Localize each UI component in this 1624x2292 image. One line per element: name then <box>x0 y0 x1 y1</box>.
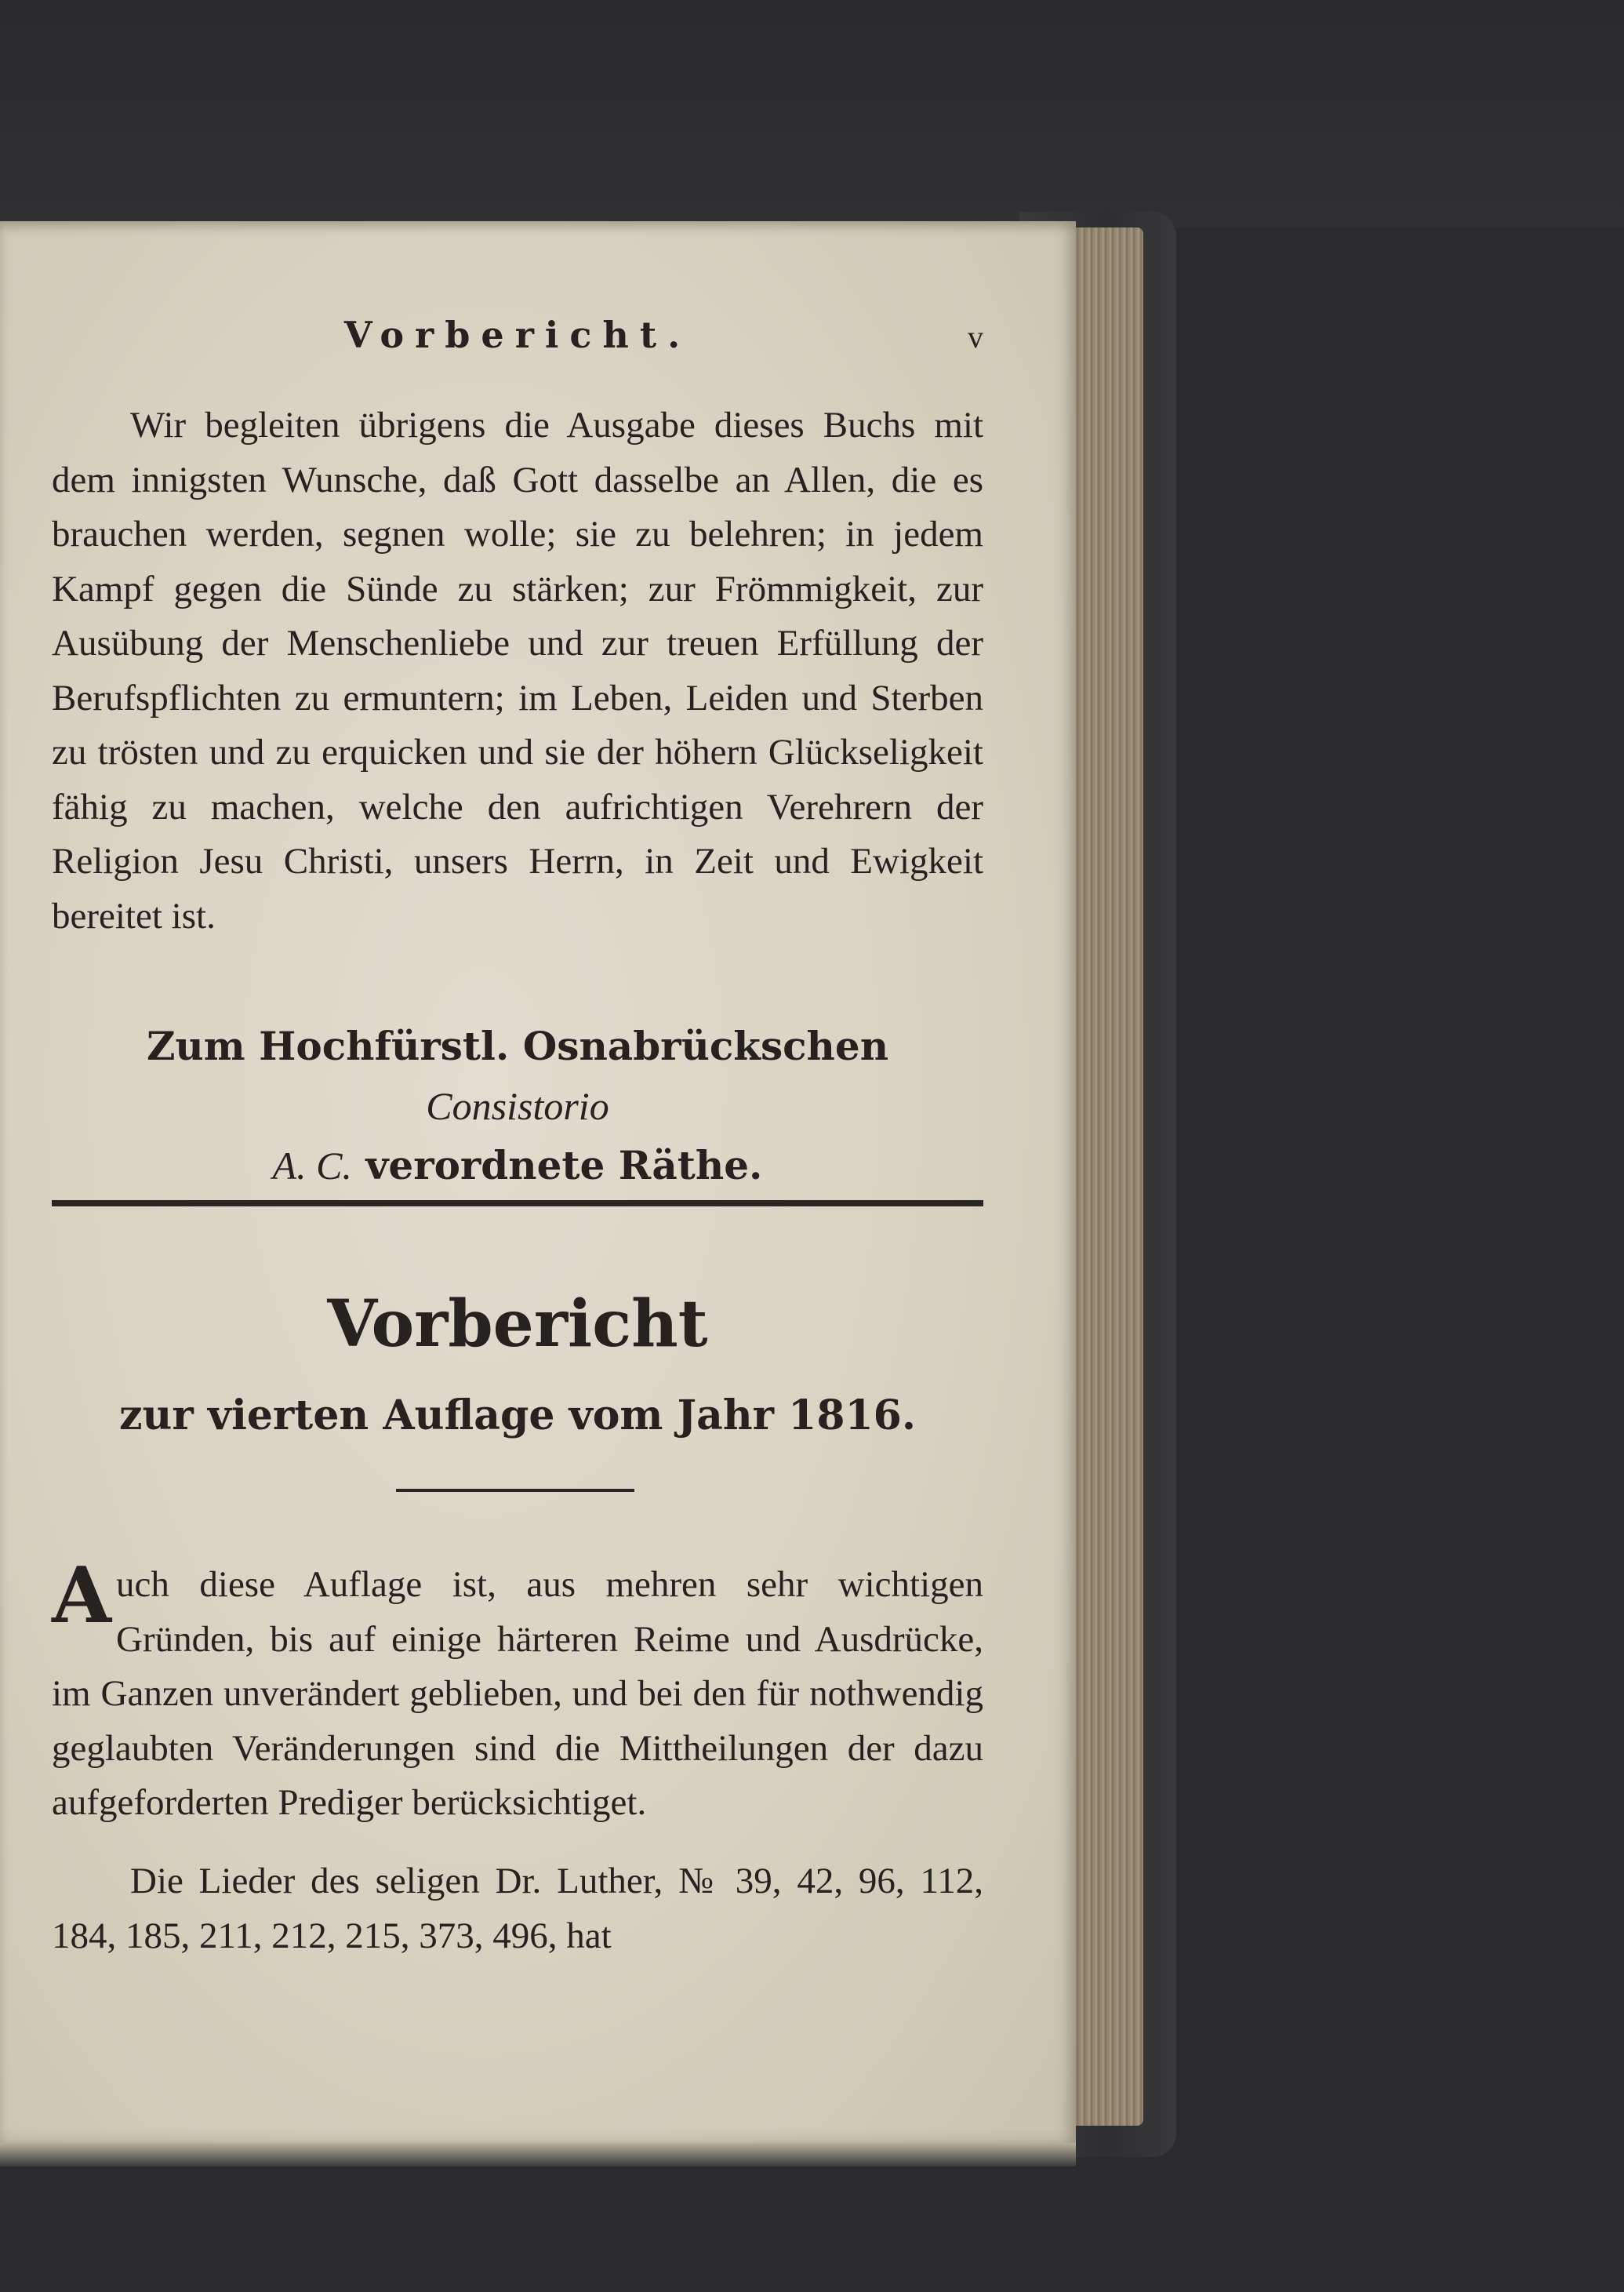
signature-text: verordnete Räthe. <box>365 1142 763 1188</box>
paragraph-text: uch diese Auflage ist, aus mehren sehr wichtigen Gründen, bis auf einige härteren Reime und Ausdrücke, im Ganzen unverändert geblieben, und bei den für nothwendig geglaubten Veränderungen sind die Mittheilungen der dazu aufgeforderten Prediger berücksichtiget. <box>52 1564 983 1823</box>
running-head: Vorbericht. <box>343 314 692 356</box>
signature-latin-abbrev: A. C. <box>272 1144 352 1188</box>
signature-latin: Consistorio <box>426 1084 609 1128</box>
body-paragraph: Die Lieder des seligen Dr. Luther, № 39, 42, 96, 112, 184, 185, 211, 212, 215, 373, 496, hat <box>52 1861 983 1956</box>
drop-cap: A <box>52 1551 112 1641</box>
short-divider <box>396 1489 634 1492</box>
page-edges <box>1073 227 1143 2126</box>
signature-block <box>52 1017 983 1195</box>
dark-background <box>0 0 1624 227</box>
signature-line-1 <box>52 1017 983 1136</box>
page-number: v <box>968 319 983 355</box>
section-title: Vorbericht <box>327 1286 708 1362</box>
section-divider <box>52 1200 983 1206</box>
page-header <box>52 314 983 369</box>
section-subtitle: zur vierten Auflage vom Jahr 1816. <box>119 1392 916 1439</box>
signature-line-2 <box>52 1136 983 1195</box>
body-paragraph <box>52 1551 983 1831</box>
page-bottom-shadow <box>0 2143 1076 2166</box>
signature-text: Zum Hochfürstl. Osnabrückschen <box>146 1023 889 1069</box>
body-paragraph: Wir begleiten übrigens die Ausgabe dieses Buchs mit dem innigsten Wunsche, daß Gott dasselbe an Allen, die es brauchen werden, segnen wolle; sie zu belehren; in jedem Kampf gegen die Sünde zu stärken; zur Frömmigkeit, zur Ausübung der Menschenliebe und zur treuen Erfüllung der Berufspflichten zu ermuntern; im Leben, Leiden und Sterben zu trösten und zu erquicken und sie der höhern Glückseligkeit fähig zu machen, welche den aufrichtigen Verehrern der Religion Jesu Christi, unsers Herrn, in Zeit und Ewigkeit bereitet ist. <box>52 405 983 937</box>
